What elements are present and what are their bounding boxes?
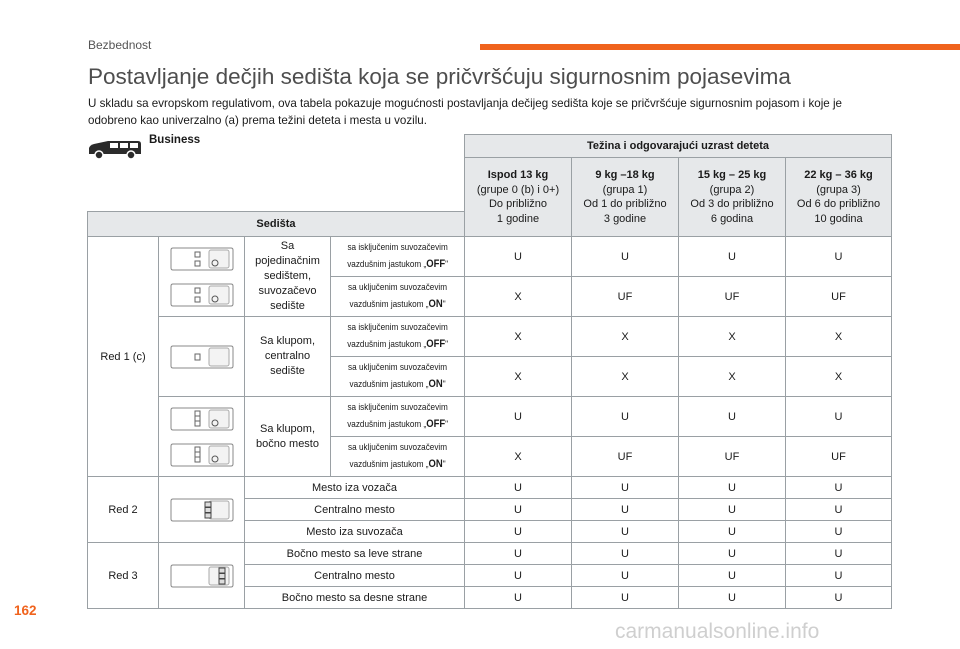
value-cell: X: [786, 357, 892, 397]
value-cell: U: [679, 521, 786, 543]
value-cell: UF: [572, 437, 679, 477]
seat-position: Mesto iza vozača: [245, 477, 465, 499]
row-label: Red 3: [88, 543, 159, 609]
value-cell: U: [465, 521, 572, 543]
van-seat-diagram-icon: [169, 342, 235, 372]
value-cell: U: [786, 587, 892, 609]
airbag-on-cell: sa uključenim suvozačevim vazdušnim jastukom „ON": [331, 277, 465, 317]
value-cell: U: [572, 237, 679, 277]
seat-description: Sa klupom, centralno sedište: [245, 317, 331, 397]
value-cell: X: [465, 317, 572, 357]
value-cell: U: [786, 565, 892, 587]
airbag-off-cell: sa isključenim suvozačevim vazdušnim jastukom „OFF": [331, 397, 465, 437]
value-cell: U: [572, 587, 679, 609]
value-cell: X: [786, 317, 892, 357]
seat-position: Mesto iza suvozača: [245, 521, 465, 543]
value-cell: U: [465, 477, 572, 499]
value-cell: X: [465, 277, 572, 317]
seat-position: Centralno mesto: [245, 499, 465, 521]
value-cell: X: [465, 437, 572, 477]
airbag-on-cell: sa uključenim suvozačevim vazdušnim jastukom „ON": [331, 357, 465, 397]
van-seat-diagram-icon: [169, 495, 235, 525]
value-cell: U: [786, 397, 892, 437]
child-seat-table: [87, 134, 892, 609]
value-cell: U: [679, 565, 786, 587]
van-seat-diagram-icon: [169, 244, 235, 274]
seat-diagram: [159, 397, 245, 477]
page-number: 162: [14, 603, 37, 618]
seat-position: Bočno mesto sa leve strane: [245, 543, 465, 565]
model-name: Business: [149, 134, 201, 146]
value-cell: U: [572, 521, 679, 543]
van-seat-diagram-icon: [169, 404, 235, 434]
value-cell: UF: [572, 277, 679, 317]
value-cell: U: [786, 521, 892, 543]
value-cell: X: [679, 357, 786, 397]
airbag-off-cell: sa isključenim suvozačevim vazdušnim jastukom „OFF": [331, 237, 465, 277]
watermark: carmanualsonline.info: [615, 620, 820, 643]
value-cell: U: [786, 477, 892, 499]
value-cell: U: [572, 477, 679, 499]
seats-header: Sedišta: [88, 212, 465, 237]
seat-position: Bočno mesto sa desne strane: [245, 587, 465, 609]
column-header: 9 kg –18 kg (grupa 1) Od 1 do približno 3 godine: [572, 158, 679, 237]
value-cell: UF: [679, 437, 786, 477]
row-label: Red 1 (c): [88, 237, 159, 477]
value-cell: X: [572, 317, 679, 357]
value-cell: U: [465, 499, 572, 521]
value-cell: U: [465, 543, 572, 565]
value-cell: UF: [786, 277, 892, 317]
seat-position: Centralno mesto: [245, 565, 465, 587]
value-cell: U: [679, 587, 786, 609]
seat-diagram: [159, 317, 245, 397]
column-header: 22 kg – 36 kg (grupa 3) Od 6 do približno 10 godina: [786, 158, 892, 237]
value-cell: U: [786, 499, 892, 521]
column-header: Ispod 13 kg (grupe 0 (b) i 0+) Do približno 1 godine: [465, 158, 572, 237]
value-cell: U: [786, 543, 892, 565]
seat-description: Sa pojedinačnim sedištem, suvozačevo sedište: [245, 237, 331, 317]
section-accent-bar: [480, 44, 960, 50]
value-cell: U: [679, 543, 786, 565]
value-cell: U: [572, 543, 679, 565]
column-header: 15 kg – 25 kg (grupa 2) Od 3 do približno 6 godina: [679, 158, 786, 237]
value-cell: U: [465, 237, 572, 277]
value-cell: X: [465, 357, 572, 397]
van-seat-diagram-icon: [169, 561, 235, 591]
value-cell: U: [572, 499, 679, 521]
value-cell: U: [679, 237, 786, 277]
van-seat-diagram-icon: [169, 280, 235, 310]
value-cell: X: [679, 317, 786, 357]
seat-diagram: [159, 477, 245, 543]
seat-diagram: [159, 237, 245, 317]
value-cell: U: [679, 397, 786, 437]
row-label: Red 2: [88, 477, 159, 543]
value-cell: U: [679, 499, 786, 521]
van-seat-diagram-icon: [169, 440, 235, 470]
seat-description: Sa klupom, bočno mesto: [245, 397, 331, 477]
airbag-off-cell: sa isključenim suvozačevim vazdušnim jastukom „OFF": [331, 317, 465, 357]
intro-paragraph: U skladu sa evropskom regulativom, ova tabela pokazuje mogućnosti postavljanja dečijeg sedišta koje se pričvršćuje sigurnosnim pojasom i koje je odobreno kao univerzalno (a) prema težini deteta i mesta u vozilu.: [88, 97, 842, 127]
page-title: Postavljanje dečjih sedišta koja se pričvršćuju sigurnosnim pojasevima: [88, 64, 791, 89]
section-title: Bezbednost: [88, 38, 152, 52]
value-cell: U: [465, 587, 572, 609]
airbag-on-cell: sa uključenim suvozačevim vazdušnim jastukom „ON": [331, 437, 465, 477]
value-cell: UF: [679, 277, 786, 317]
value-cell: X: [572, 357, 679, 397]
value-cell: UF: [786, 437, 892, 477]
value-cell: U: [465, 565, 572, 587]
seat-diagram: [159, 543, 245, 609]
value-cell: U: [572, 397, 679, 437]
weight-header: Težina i odgovarajući uzrast deteta: [465, 135, 892, 158]
value-cell: U: [679, 477, 786, 499]
value-cell: U: [572, 565, 679, 587]
value-cell: U: [786, 237, 892, 277]
value-cell: U: [465, 397, 572, 437]
